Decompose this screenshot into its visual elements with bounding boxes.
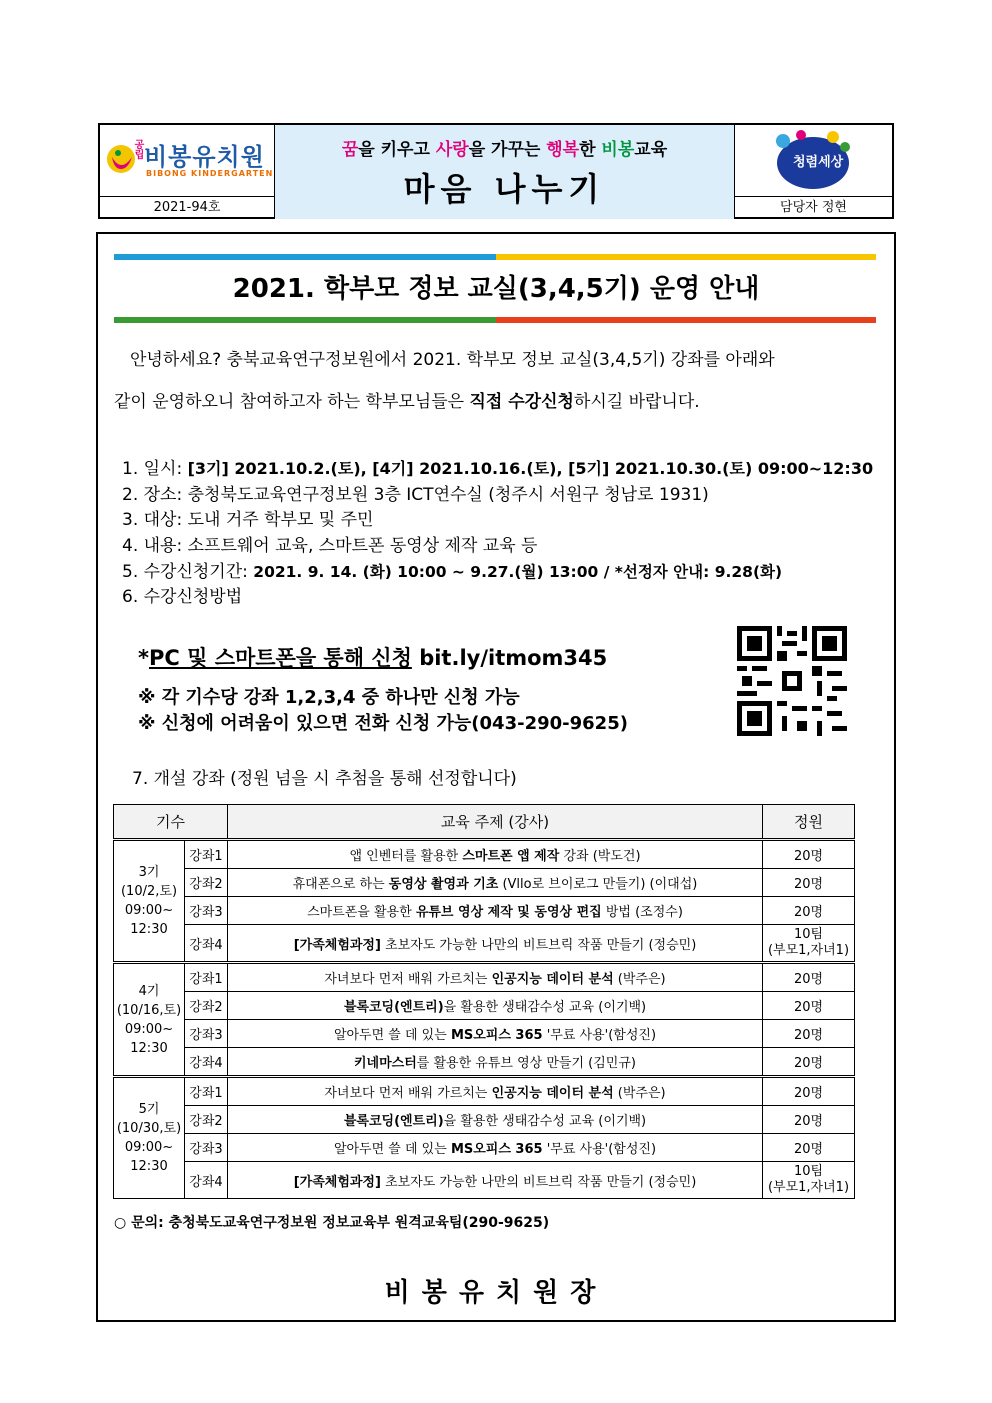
lecture-no: 강좌1 xyxy=(185,1077,228,1106)
slogan-part: 행복 xyxy=(546,140,580,160)
topic-text: 초보자도 가능한 나만의 비트브릭 작품 만들기 (정승민) xyxy=(380,1174,697,1190)
info-label: 3. 대상: xyxy=(122,510,188,530)
lecture-no: 강좌4 xyxy=(185,1048,228,1077)
lecture-topic xyxy=(228,1048,763,1077)
capacity: 20명 xyxy=(763,840,855,869)
info-label: 6. 수강신청방법 xyxy=(122,587,243,607)
capacity: 20명 xyxy=(763,992,855,1020)
table-header-row xyxy=(114,805,855,840)
table-row xyxy=(114,1106,855,1134)
staff-name: 담당자 정현 xyxy=(780,200,847,215)
qr-code-icon[interactable] xyxy=(737,626,847,736)
lecture-no: 강좌2 xyxy=(185,992,228,1020)
issue-number: 2021-94호 xyxy=(100,197,275,219)
lecture-topic xyxy=(228,992,763,1020)
lecture-no: 강좌1 xyxy=(185,840,228,869)
header-generation: 기수 xyxy=(114,805,228,840)
table-row xyxy=(114,1020,855,1048)
slogan-part: 을 키우고 xyxy=(358,140,436,160)
info-value: 소프트웨어 교육, 스마트폰 동영상 제작 교육 등 xyxy=(187,536,538,556)
topic-bold: MS오피스 365 xyxy=(450,1142,543,1157)
info-item-date xyxy=(122,458,873,480)
topic-text: 자녀보다 먼저 배워 가르치는 xyxy=(324,1086,492,1101)
info-item-method xyxy=(122,586,242,608)
capacity: 20명 xyxy=(763,1106,855,1134)
table-row xyxy=(114,1048,855,1077)
generation-cell: 5기 (10/30,토) 09:00~ 12:30 xyxy=(114,1077,185,1199)
table-row xyxy=(114,1134,855,1162)
info-value: [3기] 2021.10.2.(토), [4기] 2021.10.16.(토), [5기] 2021.10.30.(토) 09:00~12:30 xyxy=(187,459,874,478)
topic-bold: [가족체험과정] xyxy=(293,1174,381,1190)
lecture-no: 강좌2 xyxy=(185,1106,228,1134)
capacity: 10팀 (부모1,자녀1) xyxy=(763,1162,855,1199)
header-capacity: 정원 xyxy=(763,805,855,840)
bottom-bar-red xyxy=(496,317,876,323)
topic-text: '무료 사용'(함성진) xyxy=(542,1142,657,1157)
info-item-place xyxy=(122,484,709,506)
generation-cell: 3기 (10/2,토) 09:00~ 12:30 xyxy=(114,840,185,963)
generation-cell: 4기 (10/16,토) 09:00~ 12:30 xyxy=(114,963,185,1077)
info-item-content xyxy=(122,535,537,557)
slogan-part: 꿈 xyxy=(341,140,359,160)
info-item-target xyxy=(122,509,373,531)
topic-text: 을 활용한 생태감수성 교육 (이기백) xyxy=(443,1000,647,1015)
info-value: 충청북도교육연구정보원 3층 ICT연수실 (청주시 서원구 청남로 1931) xyxy=(187,485,709,505)
lecture-topic xyxy=(228,840,763,869)
topic-text: 를 활용한 유튜브 영상 만들기 (김민규) xyxy=(416,1056,636,1071)
apply-text: PC 및 스마트폰을 통해 신청 xyxy=(148,646,412,670)
topic-bold: 블록코딩(엔트리) xyxy=(343,1114,444,1129)
topic-bold: 유튜브 영상 제작 및 동영상 편집 xyxy=(415,905,602,920)
topic-bold: 키네마스터 xyxy=(354,1056,417,1071)
lecture-no: 강좌3 xyxy=(185,1020,228,1048)
topic-bold: 인공지능 데이터 분석 xyxy=(491,1086,614,1101)
lecture-no: 강좌4 xyxy=(185,1162,228,1199)
lecture-topic xyxy=(228,963,763,992)
table-row xyxy=(114,840,855,869)
intro-line-2 xyxy=(114,392,884,412)
header-title-area xyxy=(275,125,735,219)
capacity: 20명 xyxy=(763,1077,855,1106)
topic-text: 휴대폰으로 하는 xyxy=(292,877,389,892)
slogan-part: 비봉 xyxy=(601,140,635,160)
contact-info: ○ 문의: 충청북도교육연구정보원 정보교육부 원격교육팀(290-9625) xyxy=(114,1215,550,1231)
topic-text: 방법 (조정수) xyxy=(601,905,683,920)
topic-text: (박주은) xyxy=(613,1086,666,1101)
intro-text: 하시길 바랍니다. xyxy=(573,392,700,412)
info-value: 2021. 9. 14. (화) 10:00 ~ 9.27.(월) 13:00 / *선정자 안내: 9.28(화) xyxy=(253,563,783,581)
header-topic: 교육 주제 (강사) xyxy=(228,805,763,840)
info-label: 1. 일시: xyxy=(122,459,188,479)
table-row xyxy=(114,963,855,992)
topic-text: 을 활용한 생태감수성 교육 (이기백) xyxy=(443,1114,647,1129)
slogan-part: 한 xyxy=(579,140,602,160)
topic-text: (Vllo로 브이로그 만들기) (이대섭) xyxy=(498,877,698,892)
lecture-topic xyxy=(228,925,763,963)
top-bar-blue xyxy=(114,254,496,260)
capacity: 20명 xyxy=(763,1048,855,1077)
topic-text: (박주은) xyxy=(613,972,666,987)
newsletter-title: 마음 나누기 xyxy=(403,170,606,208)
course-heading: 7. 개설 강좌 (정원 넘을 시 추첨을 통해 선정합니다) xyxy=(132,769,517,789)
topic-text: 초보자도 가능한 나만의 비트브릭 작품 만들기 (정승민) xyxy=(380,937,697,953)
table-row xyxy=(114,925,855,963)
lecture-topic xyxy=(228,1106,763,1134)
intro-text: 같이 운영하오니 참여하고자 하는 학부모님들은 xyxy=(114,392,470,412)
topic-bold: 인공지능 데이터 분석 xyxy=(491,972,614,987)
info-label: 2. 장소: xyxy=(122,485,188,505)
signature: 비봉유치원장 xyxy=(384,1278,608,1308)
slogan-part: 교육 xyxy=(634,140,668,160)
logo-subtext: BIBONG KINDERGARTEN xyxy=(146,169,274,178)
info-label: 5. 수강신청기간: xyxy=(122,562,254,582)
capacity: 20명 xyxy=(763,963,855,992)
integrity-logo xyxy=(735,125,892,197)
apply-line xyxy=(138,642,607,672)
topic-text: '무료 사용'(함성진) xyxy=(542,1028,657,1043)
intro-emphasis: 직접 수강신청 xyxy=(469,392,574,412)
lecture-no: 강좌2 xyxy=(185,869,228,897)
table-row xyxy=(114,897,855,925)
lecture-topic xyxy=(228,1162,763,1199)
logo-text: 비봉유치원 xyxy=(144,143,265,171)
info-item-period xyxy=(122,561,782,583)
intro-line-1: 안녕하세요? 충북교육연구정보원에서 2021. 학부모 정보 교실(3,4,5기) 강좌를 아래와 xyxy=(130,350,775,370)
integrity-logo-text: 청렴세상 xyxy=(793,155,844,170)
lecture-no: 강좌3 xyxy=(185,897,228,925)
logo-small-text: 공립 xyxy=(132,139,143,159)
topic-bold: 동영상 촬영과 기초 xyxy=(388,877,499,892)
topic-text: 알아두면 쓸 데 있는 xyxy=(333,1142,451,1157)
note-1: ※ 각 기수당 강좌 1,2,3,4 중 하나만 신청 가능 xyxy=(138,687,520,708)
slogan-part: 을 가꾸는 xyxy=(468,140,547,160)
document-title: 2021. 학부모 정보 교실(3,4,5기) 운영 안내 xyxy=(232,274,760,304)
topic-bold: MS오피스 365 xyxy=(450,1028,543,1043)
topic-bold: 스마트폰 앱 제작 xyxy=(462,849,560,864)
lecture-topic xyxy=(228,1134,763,1162)
info-label: 4. 내용: xyxy=(122,536,188,556)
note-2: ※ 신청에 어려움이 있으면 전화 신청 가능(043-290-9625) xyxy=(138,713,628,734)
lecture-topic xyxy=(228,1020,763,1048)
capacity: 20명 xyxy=(763,869,855,897)
capacity: 10팀 (부모1,자녀1) xyxy=(763,925,855,963)
lecture-topic xyxy=(228,897,763,925)
apply-link[interactable]: bit.ly/itmom345 xyxy=(419,646,608,670)
table-row xyxy=(114,1077,855,1106)
topic-text: 자녀보다 먼저 배워 가르치는 xyxy=(324,972,492,987)
slogan xyxy=(275,135,734,160)
school-logo xyxy=(100,125,275,197)
table-row xyxy=(114,992,855,1020)
slogan-part: 사랑 xyxy=(435,140,469,160)
lecture-no: 강좌3 xyxy=(185,1134,228,1162)
bottom-bar-green xyxy=(114,317,496,323)
topic-text: 스마트폰을 활용한 xyxy=(307,905,416,920)
table-row xyxy=(114,1162,855,1199)
topic-bold: [가족체험과정] xyxy=(293,937,381,953)
lecture-topic xyxy=(228,1077,763,1106)
info-value: 도내 거주 학부모 및 주민 xyxy=(187,510,374,530)
apply-prefix: * xyxy=(138,646,149,670)
table-row xyxy=(114,869,855,897)
top-bar-yellow xyxy=(496,254,876,260)
capacity: 20명 xyxy=(763,897,855,925)
newsletter-header xyxy=(98,123,894,219)
capacity: 20명 xyxy=(763,1134,855,1162)
topic-text: 알아두면 쓸 데 있는 xyxy=(333,1028,451,1043)
topic-text: 강좌 (박도건) xyxy=(559,849,641,864)
lecture-topic xyxy=(228,869,763,897)
topic-bold: 블록코딩(엔트리) xyxy=(343,1000,444,1015)
capacity: 20명 xyxy=(763,1020,855,1048)
lecture-no: 강좌1 xyxy=(185,963,228,992)
lecture-no: 강좌4 xyxy=(185,925,228,963)
topic-text: 앱 인벤터를 활용한 xyxy=(349,849,463,864)
course-table xyxy=(113,804,855,1199)
